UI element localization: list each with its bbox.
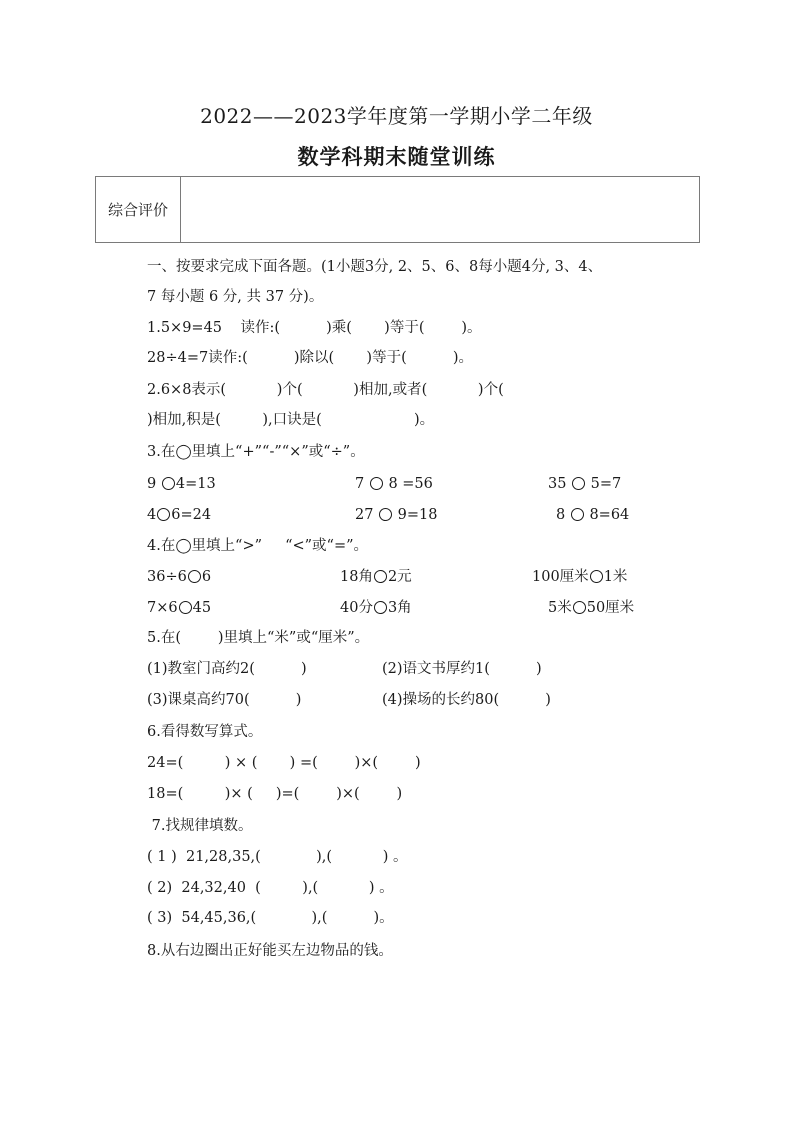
blank-circle-icon[interactable] <box>370 477 383 490</box>
blank-circle-icon[interactable] <box>590 570 603 583</box>
blank-circle-icon[interactable] <box>571 508 584 521</box>
q4-item-4: 7×6 45 <box>147 600 212 616</box>
blank-circle-icon[interactable] <box>157 508 170 521</box>
blank-circle-icon[interactable] <box>374 601 387 614</box>
q5-title: 5.在( )里填上“米”或“厘米”。 <box>147 630 370 646</box>
exam-title-line2: 数学科期末随堂训练 <box>297 144 496 169</box>
q3-item-6: 8 8=64 <box>556 507 630 523</box>
q3-item-5: 27 9=18 <box>355 507 438 523</box>
evaluation-value-cell[interactable] <box>181 177 699 242</box>
q2-line2: )相加,积是( ),口诀是( )。 <box>147 412 435 428</box>
q3-item-3: 35 5=7 <box>548 476 622 492</box>
q4-item-1: 36÷6 6 <box>147 569 212 585</box>
q2-line1: 2.6×8表示( )个( )相加,或者( )个( <box>147 382 504 398</box>
q6-line2: 18=( )× ( )=( )×( ) <box>147 786 403 802</box>
q6-line1: 24=( ) × ( ) =( )×( ) <box>147 755 421 771</box>
blank-circle-icon[interactable] <box>573 601 586 614</box>
blank-circle-icon[interactable] <box>162 477 175 490</box>
blank-circle-icon[interactable] <box>379 508 392 521</box>
q3-item-1: 9 4=13 <box>147 476 216 492</box>
q3-title: 3.在◯里填上“+”“-”“×”或“÷”。 <box>147 444 365 460</box>
blank-circle-icon[interactable] <box>572 477 585 490</box>
q4-title: 4.在◯里填上“>” “<”或“=”。 <box>147 538 369 554</box>
q7-line3: ( 3) 54,45,36,( ),( )。 <box>147 910 394 926</box>
blank-circle-icon[interactable] <box>374 570 387 583</box>
evaluation-table <box>95 176 700 243</box>
section1-intro-line2: 7 每小题 6 分, 共 37 分)。 <box>147 289 324 305</box>
blank-circle-icon[interactable] <box>179 601 192 614</box>
exam-title-line1: 2022——2023学年度第一学期小学二年级 <box>200 104 593 128</box>
section1-intro-line1: 一、按要求完成下面各题。(1小题3分, 2、5、6、8每小题4分, 3、4、 <box>147 259 603 275</box>
q7-title: 7.找规律填数。 <box>147 818 253 834</box>
q3-item-2: 7 8 =56 <box>355 476 433 492</box>
q7-line1: ( 1 ) 21,28,35,( ),( ) 。 <box>147 849 408 865</box>
q3-item-4: 4 6=24 <box>147 507 212 523</box>
q7-line2: ( 2) 24,32,40 ( ),( ) 。 <box>147 880 394 896</box>
q1-line2: 28÷4=7读作:( )除以( )等于( )。 <box>147 350 473 366</box>
q5-item-1: (1)教室门高约2( ) <box>147 661 307 677</box>
q6-title: 6.看得数写算式。 <box>147 724 263 740</box>
q5-item-4: (4)操场的长约80( ) <box>382 692 551 708</box>
q8-title: 8.从右边圈出正好能买左边物品的钱。 <box>147 943 393 959</box>
q4-item-2: 18角 2元 <box>340 569 412 585</box>
q4-item-3: 100厘米 1米 <box>532 569 628 585</box>
q5-item-2: (2)语文书厚约1( ) <box>382 661 542 677</box>
blank-circle-icon[interactable] <box>188 570 201 583</box>
evaluation-label: 综合评价 <box>96 177 181 242</box>
q5-item-3: (3)课桌高约70( ) <box>147 692 302 708</box>
q1-line1: 1.5×9=45 读作:( )乘( )等于( )。 <box>147 320 482 336</box>
q4-item-5: 40分 3角 <box>340 600 412 616</box>
q4-item-6: 5米 50厘米 <box>548 600 635 616</box>
